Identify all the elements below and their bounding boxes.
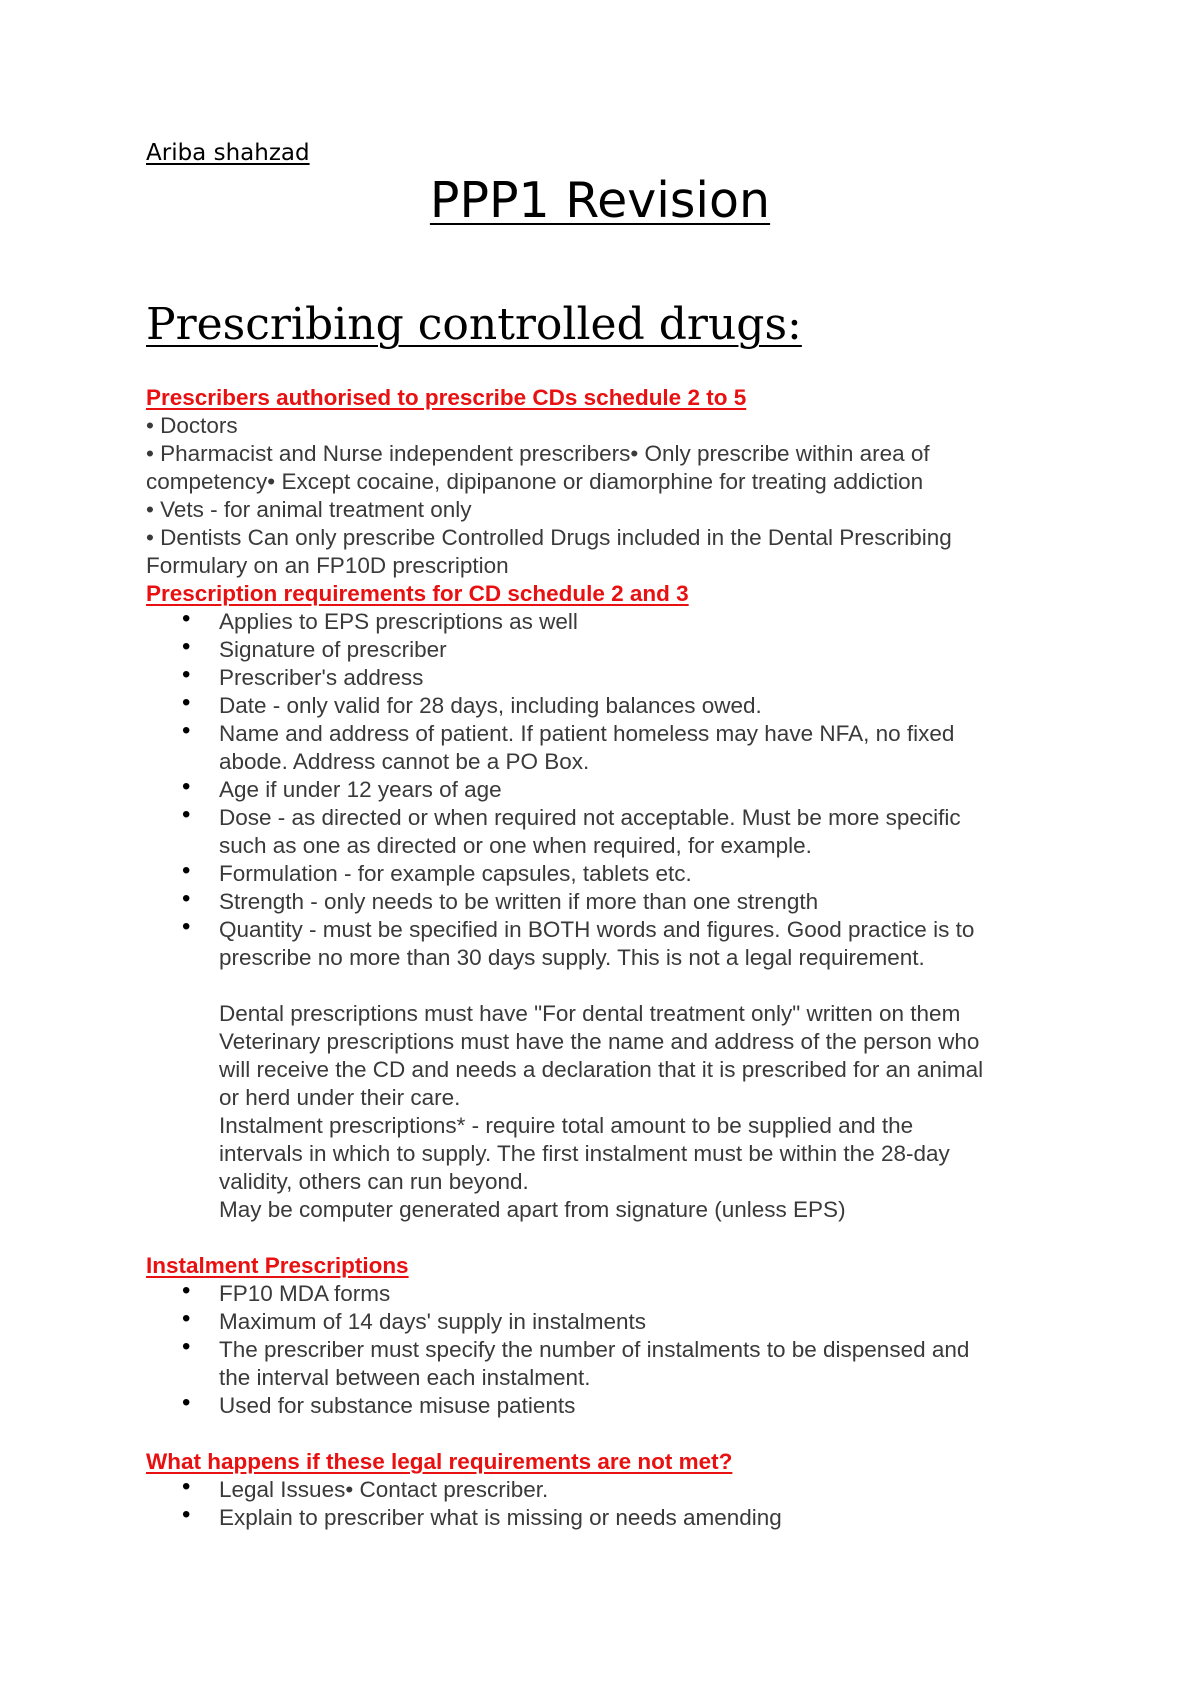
author-name: Ariba shahzad <box>146 140 310 166</box>
list-item-text: • Used for substance misuse patients <box>219 1393 576 1418</box>
spacer <box>146 1224 1066 1252</box>
note-line: Dental prescriptions must have "For dental treatment only" written on them <box>219 1001 961 1026</box>
list-item-text: • FP10 MDA forms <box>219 1281 391 1306</box>
list-item-text: prescribe no more than 30 days supply. This is not a legal requirement. <box>219 945 925 970</box>
authorised-line: • Vets - for animal treatment only <box>146 497 472 522</box>
list-item <box>146 636 1066 664</box>
spacer <box>146 972 1066 1000</box>
instalment-list <box>146 1280 1066 1420</box>
list-item <box>146 1476 1066 1504</box>
list-item-text: • Signature of prescriber <box>219 637 447 662</box>
list-item <box>146 860 1066 888</box>
heading-authorised-prescribers: Prescribers authorised to prescribe CDs schedule 2 to 5 <box>146 385 747 410</box>
list-item-text: the interval between each instalment. <box>219 1365 591 1390</box>
document-body <box>146 384 1066 1532</box>
heading-requirements-not-met: What happens if these legal requirements are not met? <box>146 1449 733 1474</box>
list-item-text: • Legal Issues• Contact prescriber. <box>219 1477 549 1502</box>
note-line: or herd under their care. <box>219 1085 461 1110</box>
list-item <box>146 1392 1066 1420</box>
list-item <box>146 1504 1066 1532</box>
list-item-text: • Quantity - must be specified in BOTH words and figures. Good practice is to <box>219 917 975 942</box>
spacer <box>146 1420 1066 1448</box>
note-line: May be computer generated apart from signature (unless EPS) <box>219 1197 846 1222</box>
note-line: intervals in which to supply. The first instalment must be within the 28-day <box>219 1141 950 1166</box>
list-item <box>146 804 1066 860</box>
authorised-line: Formulary on an FP10D prescription <box>146 553 509 578</box>
requirements-list <box>146 608 1066 972</box>
list-item-text: • Maximum of 14 days' supply in instalments <box>219 1309 646 1334</box>
list-item-text: • Date - only valid for 28 days, including balances owed. <box>219 693 762 718</box>
requirements-notes <box>146 1000 1066 1224</box>
heading-instalment-prescriptions: Instalment Prescriptions <box>146 1253 409 1278</box>
list-item-text: • Formulation - for example capsules, tablets etc. <box>219 861 692 886</box>
list-item-text: • The prescriber must specify the number of instalments to be dispensed and <box>219 1337 970 1362</box>
not-met-list <box>146 1476 1066 1532</box>
list-item <box>146 1280 1066 1308</box>
list-item <box>146 720 1066 776</box>
list-item <box>146 776 1066 804</box>
note-line: validity, others can run beyond. <box>219 1169 529 1194</box>
document-title-text: PPP1 Revision <box>429 172 771 229</box>
list-item <box>146 664 1066 692</box>
list-item-text: • Name and address of patient. If patient homeless may have NFA, no fixed <box>219 721 955 746</box>
authorised-prescribers-list <box>146 412 1066 580</box>
list-item <box>146 888 1066 916</box>
list-item-text: • Explain to prescriber what is missing or needs amending <box>219 1505 782 1530</box>
document-title <box>0 172 1200 229</box>
list-item-text: such as one as directed or one when required, for example. <box>219 833 812 858</box>
authorised-line: • Pharmacist and Nurse independent prescribers• Only prescribe within area of <box>146 441 930 466</box>
list-item-text: • Strength - only needs to be written if more than one strength <box>219 889 819 914</box>
note-line: Veterinary prescriptions must have the name and address of the person who <box>219 1029 980 1054</box>
list-item <box>146 692 1066 720</box>
note-line: Instalment prescriptions* - require total amount to be supplied and the <box>219 1113 914 1138</box>
list-item-text: • Age if under 12 years of age <box>219 777 502 802</box>
authorised-line: competency• Except cocaine, dipipanone or diamorphine for treating addiction <box>146 469 924 494</box>
list-item-text: • Dose - as directed or when required not acceptable. Must be more specific <box>219 805 961 830</box>
list-item <box>146 1336 1066 1392</box>
section-title: Prescribing controlled drugs: <box>146 299 802 350</box>
heading-prescription-requirements: Prescription requirements for CD schedule 2 and 3 <box>146 581 689 606</box>
authorised-line: • Doctors <box>146 413 238 438</box>
list-item <box>146 916 1066 972</box>
note-line: will receive the CD and needs a declaration that it is prescribed for an animal <box>219 1057 984 1082</box>
list-item-text: • Prescriber's address <box>219 665 424 690</box>
list-item <box>146 1308 1066 1336</box>
list-item-text: abode. Address cannot be a PO Box. <box>219 749 590 774</box>
list-item-text: • Applies to EPS prescriptions as well <box>219 609 578 634</box>
authorised-line: • Dentists Can only prescribe Controlled Drugs included in the Dental Prescribing <box>146 525 952 550</box>
list-item <box>146 608 1066 636</box>
